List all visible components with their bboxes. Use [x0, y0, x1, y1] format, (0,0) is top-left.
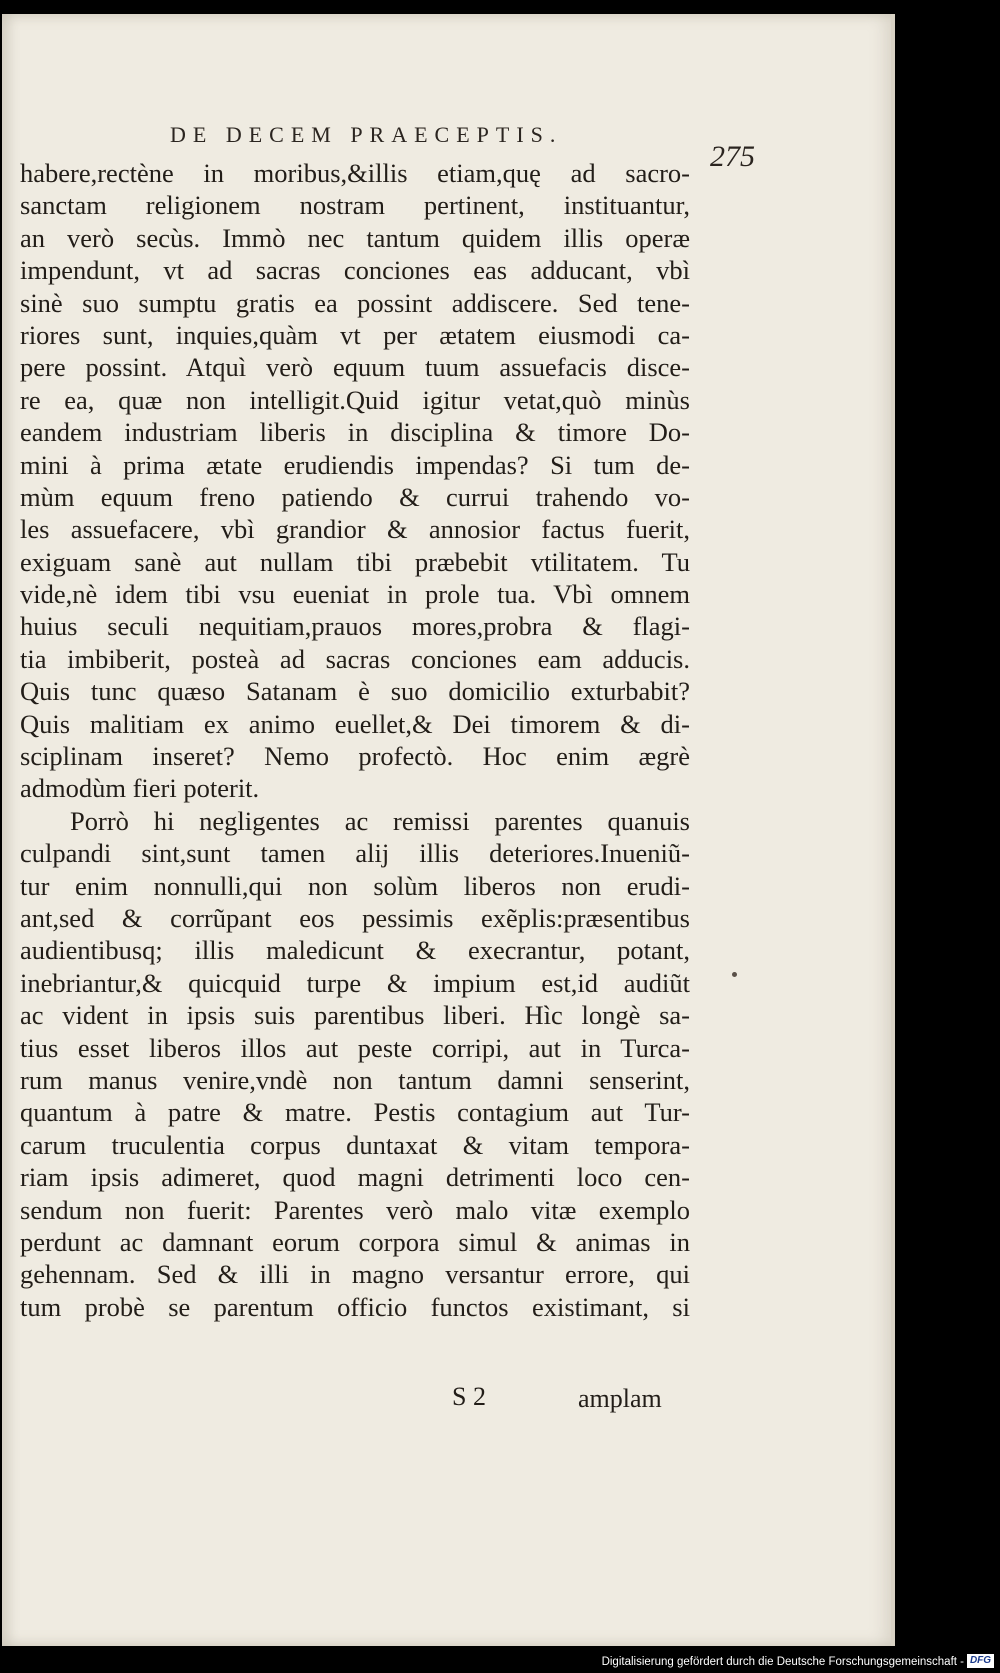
text-line: huius seculi nequitiam,prauos mores,probra & flagi- [20, 611, 690, 642]
text-line: ant,sed & corrũpant eos pessimis exẽplis:præsentibus [20, 902, 690, 933]
text-line: rum manus venire,vndè non tantum damni senserint, [20, 1064, 690, 1095]
text-line: habere,rectène in moribus,&illis etiam,quę ad sacro- [20, 158, 690, 188]
text-line: impendunt, vt ad sacras conciones eas adducant, vbì [20, 255, 690, 286]
text-line: vide,nè idem tibi vsu eueniat in prole tua. Vbì omnem [20, 579, 690, 610]
text-line: quantum à patre & matre. Pestis contagium aut Tur- [20, 1097, 690, 1128]
text-line: riores sunt, inquies,quàm vt per ætatem eiusmodi ca- [20, 319, 690, 350]
text-line: sinè suo sumptu gratis ea possint addiscere. Sed tene- [20, 287, 690, 318]
text-line: tum probè se parentum officio functos existimant, si [20, 1291, 690, 1322]
text-line: les assuefacere, vbì grandior & annosior factus fuerit, [20, 514, 690, 545]
text-line: culpandi sint,sunt tamen alij illis deteriores.Inueniũ- [20, 838, 690, 869]
signature-mark: S 2 [452, 1382, 486, 1411]
running-head: DE DECEM PRAECEPTIS. [170, 122, 563, 147]
text-line: re ea, quæ non intelligit.Quid igitur vetat,quò minùs [20, 384, 690, 415]
text-line: sanctam religionem nostram pertinent, instituantur, [20, 190, 690, 221]
text-line: carum truculentia corpus duntaxat & vitam tempora- [20, 1129, 690, 1160]
text-line: Quis malitiam ex animo euellet,& Dei timorem & di- [20, 708, 690, 739]
page-edge [891, 14, 895, 1646]
text-line: perdunt ac damnant eorum corpora simul & animas in [20, 1226, 690, 1257]
text-line: sciplinam inseret? Nemo profectò. Hoc enim ægrè [20, 741, 690, 772]
text-line: mini à prima ætate erudiendis impendas? Si tum de- [20, 449, 690, 480]
text-line: pere possint. Atquì verò equum tuum assuefacis disce- [20, 352, 690, 383]
ink-speck [732, 972, 737, 977]
text-line: exiguam sanè aut nullam tibi præbebit vtilitatem. Tu [20, 546, 690, 577]
text-line: tur enim nonnulli,qui non solùm liberos non erudi- [20, 870, 690, 901]
dfg-logo-icon: DFG [967, 1654, 994, 1668]
body-text [20, 157, 690, 1323]
text-line: Porrò hi negligentes ac remissi parentes quanuis [70, 805, 690, 836]
text-line: sendum non fuerit: Parentes verò malo vitæ exemplo [20, 1194, 690, 1225]
text-line: an verò secùs. Immò nec tantum quidem illis operæ [20, 222, 690, 253]
page-number: 275 [710, 140, 755, 173]
text-line: tius esset liberos illos aut peste corripi, aut in Turca- [20, 1032, 690, 1063]
text-line: ac vident in ipsis suis parentibus liberi. Hìc longè sa- [20, 1000, 690, 1031]
text-line: mùm equum freno patiendo & currui trahendo vo- [20, 481, 690, 512]
text-line: audientibusq; illis maledicunt & execrantur, potant, [20, 935, 690, 966]
text-line: Quis tunc quæso Satanam è suo domicilio exturbabit? [20, 676, 690, 707]
text-line: tia imbiberit, posteà ad sacras conciones eam adducis. [20, 643, 690, 674]
digitization-credit: Digitalisierung gefördert durch die Deutsche Forschungsgemeinschaft - [601, 1656, 964, 1668]
catchword: amplam [578, 1384, 662, 1413]
footer-bar [0, 1647, 1000, 1673]
text-line: admodùm fieri poterit. [20, 773, 260, 804]
text-line: gehennam. Sed & illi in magno versantur errore, qui [20, 1259, 690, 1290]
text-line: eandem industriam liberis in disciplina & timore Do- [20, 417, 690, 448]
text-line: riam ipsis adimeret, quod magni detrimenti loco cen- [20, 1162, 690, 1193]
text-line: inebriantur,& quicquid turpe & impium est,id audiũt [20, 967, 690, 998]
